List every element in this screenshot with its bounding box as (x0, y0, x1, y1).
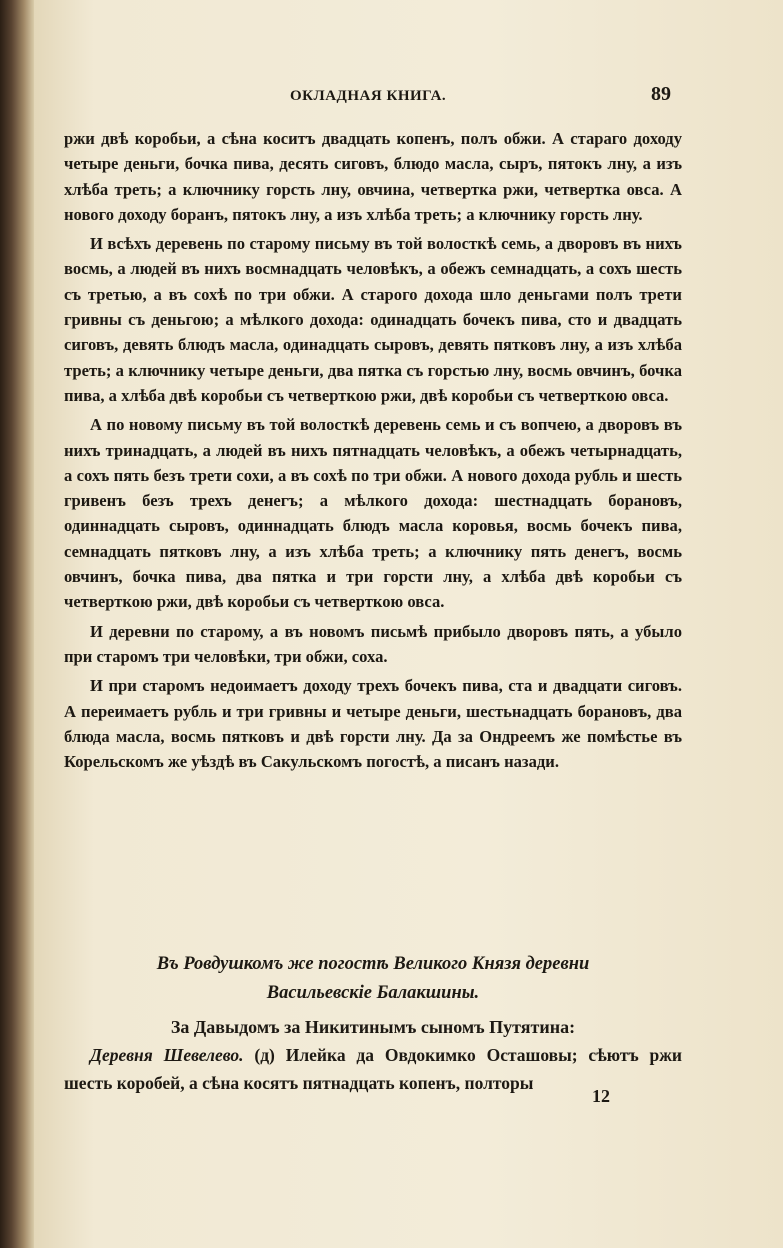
owner-line: За Давыдомъ за Никитинымъ сыномъ Путятина: (170, 1017, 576, 1037)
book-spine-shadow (0, 0, 34, 1248)
signature-mark: 12 (592, 1086, 610, 1106)
paragraph-arrears: И при старомъ недоимаетъ доходу трехъ бочекъ пива, ста и двадцати сиговъ. А переимаетъ рубль и три гривны и четыре деньги, шестьнадцать борановъ, два блюда масла, восмь пятковъ и двѣ горсти лну. Да за Ондреемъ же помѣстье въ Корельскомъ же уѣздѣ въ Сакульскомъ погостѣ, а писанъ назади. (64, 676, 682, 772)
section-heading (64, 950, 682, 1008)
village-entry (64, 1041, 682, 1097)
village-name: Деревня Шевелево. (90, 1045, 244, 1065)
running-title: ОКЛАДНАЯ КНИГА. (290, 88, 447, 104)
body-text (64, 126, 682, 778)
paragraph-new-census: А по новому письму въ той волосткѣ деревень семь и съ вопчею, а дворовъ въ нихъ тринадцать, а людей въ нихъ пятнадцать человѣкъ, а обежъ четырнадцать, а сохъ пять безъ трети сохи, а въ сохѣ по три обжи. А нового дохода рубль и шесть гривенъ безъ трехъ денегъ; а мѣлкого дохода: шестнадцать борановъ, одиннадцать сыровъ, одиннадцать блюдъ масла коровья, восмь бочекъ пива, семнадцать пятковъ лну, а изъ хлѣба треть; а ключнику пять денегъ, восмь овчинъ, бочка пива, два пятка и три горсти лну, а хлѣба двѣ коробьи съ четверткою ржи, двѣ коробьи съ четверткою овса. (64, 415, 682, 612)
page-number: 89 (651, 83, 671, 105)
section-heading-line-2: Васильевскіе Балакшины. (266, 983, 480, 1003)
book-page (34, 0, 783, 1248)
section-heading-line-1: Въ Ровдушкомъ же погостѣ Великого Князя деревни (156, 954, 590, 974)
village-text: (д) Илейка да Овдокимко Осташовы; сѣютъ ржи шесть коробей, а сѣна косятъ пятнадцать копенъ, полторы (64, 1045, 682, 1093)
paragraph-continuation: ржи двѣ коробьи, а сѣна коситъ двадцать копенъ, полъ обжи. А стараго доходу четыре деньги, бочка пива, десять сиговъ, блюдо масла, сыръ, пятокъ лну, а изъ хлѣба треть; а ключнику горсть лну, овчина, четвертка ржи, четвертка овса. А нового доходу боранъ, пятокъ лну, а изъ хлѣба треть; а ключнику горсть лну. (64, 129, 682, 224)
paragraph-old-census: И всѣхъ деревень по старому письму въ той волосткѣ семь, а дворовъ въ нихъ восмь, а людей въ нихъ восмнадцать человѣкъ, а обежъ семнадцать, а сохъ шесть съ третью, а въ сохѣ по три обжи. А старого дохода шло деньгами полъ трети гривны съ деньгою; а мѣлкого дохода: одинадцать бочекъ пива, сто и двадцать сиговъ, девять блюдъ масла, одинадцать сыровъ, девять пятковъ лну, а изъ хлѣба треть; а ключнику четыре деньги, два пятка съ горстью лну, восмь овчинъ, бочка пива, а хлѣба двѣ коробьи съ четверткою ржи, двѣ коробьи съ четверткою овса. (64, 234, 682, 405)
paragraph-comparison: И деревни по старому, а въ новомъ письмѣ прибыло дворовъ пять, а убыло при старомъ три человѣки, три обжи, соха. (64, 621, 682, 666)
page-header (34, 83, 783, 114)
